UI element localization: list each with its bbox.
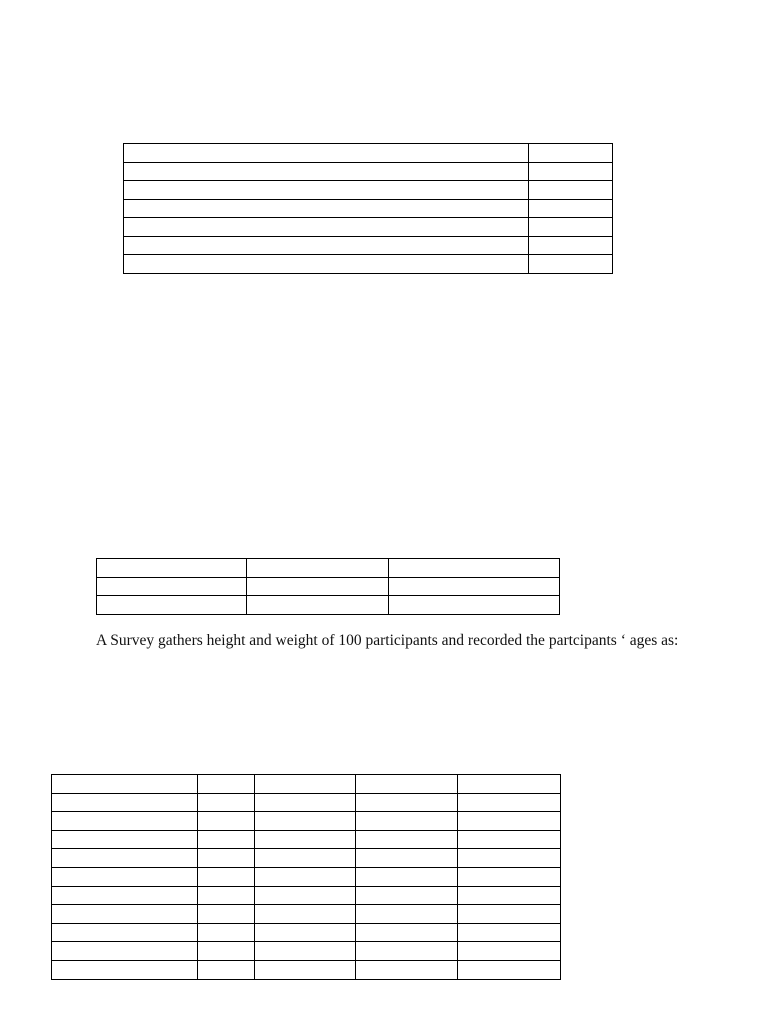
table-cell [529,181,613,200]
table-row [124,218,613,237]
table-cell [356,830,458,849]
table-row [52,775,561,794]
table-cell [255,905,356,924]
table-cell [97,577,247,596]
table-row [52,793,561,812]
table-3 [51,774,561,980]
table-row [52,849,561,868]
table-row [52,942,561,961]
table-cell [529,218,613,237]
table-cell [247,559,389,578]
table-cell [458,867,561,886]
table-cell [255,812,356,831]
table-cell [529,255,613,274]
table-cell [124,255,529,274]
table-cell [458,830,561,849]
table-cell [458,923,561,942]
table-cell [124,162,529,181]
table-cell [247,596,389,615]
table-cell [458,793,561,812]
table-cell [356,812,458,831]
table-row [124,255,613,274]
table-cell [255,830,356,849]
table-cell [356,867,458,886]
table-row [52,886,561,905]
table-row [52,830,561,849]
table-cell [458,849,561,868]
table-cell [255,923,356,942]
table-cell [124,181,529,200]
table-cell [255,960,356,979]
table-cell [356,793,458,812]
table-cell [52,867,198,886]
table-cell [356,942,458,961]
table-cell [356,886,458,905]
table-cell [255,942,356,961]
table-cell [52,905,198,924]
table-cell [198,812,255,831]
table-cell [356,923,458,942]
table-cell [458,775,561,794]
table-cell [198,923,255,942]
table-cell [124,199,529,218]
table-cell [198,830,255,849]
table-cell [198,905,255,924]
table-cell [458,960,561,979]
table-cell [52,886,198,905]
table-cell [247,577,389,596]
table-cell [356,960,458,979]
table-cell [255,793,356,812]
table-cell [198,793,255,812]
table-cell [97,559,247,578]
table-row [52,960,561,979]
table-row [52,812,561,831]
table-cell [198,867,255,886]
table-cell [198,775,255,794]
table-cell [529,144,613,163]
table-cell [52,849,198,868]
table-cell [458,942,561,961]
table-cell [389,596,560,615]
table-cell [255,867,356,886]
table-cell [198,942,255,961]
table-cell [529,199,613,218]
table-cell [529,236,613,255]
table-1 [123,143,613,274]
table-cell [529,162,613,181]
table-cell [389,577,560,596]
table-cell [389,559,560,578]
table-cell [198,849,255,868]
body-paragraph: A Survey gathers height and weight of 100 participants and recorded the partcipants ‘ ages as: [96,632,679,649]
table-row [124,199,613,218]
table-cell [124,218,529,237]
table-cell [458,812,561,831]
table-cell [458,905,561,924]
table-cell [52,923,198,942]
table-cell [255,886,356,905]
table-cell [52,812,198,831]
table-cell [52,830,198,849]
table-row [97,577,560,596]
table-row [124,162,613,181]
table-cell [356,775,458,794]
table-row [97,596,560,615]
table-cell [124,144,529,163]
table-cell [356,905,458,924]
table-cell [52,775,198,794]
table-cell [458,886,561,905]
table-row [124,181,613,200]
table-row [52,867,561,886]
table-cell [198,960,255,979]
table-2 [96,558,560,615]
table-cell [198,886,255,905]
table-cell [52,960,198,979]
table-cell [52,942,198,961]
table-row [97,559,560,578]
table-cell [255,849,356,868]
table-row [124,144,613,163]
table-row [124,236,613,255]
table-cell [356,849,458,868]
table-row [52,923,561,942]
table-cell [255,775,356,794]
table-row [52,905,561,924]
table-cell [52,793,198,812]
table-cell [124,236,529,255]
table-cell [97,596,247,615]
